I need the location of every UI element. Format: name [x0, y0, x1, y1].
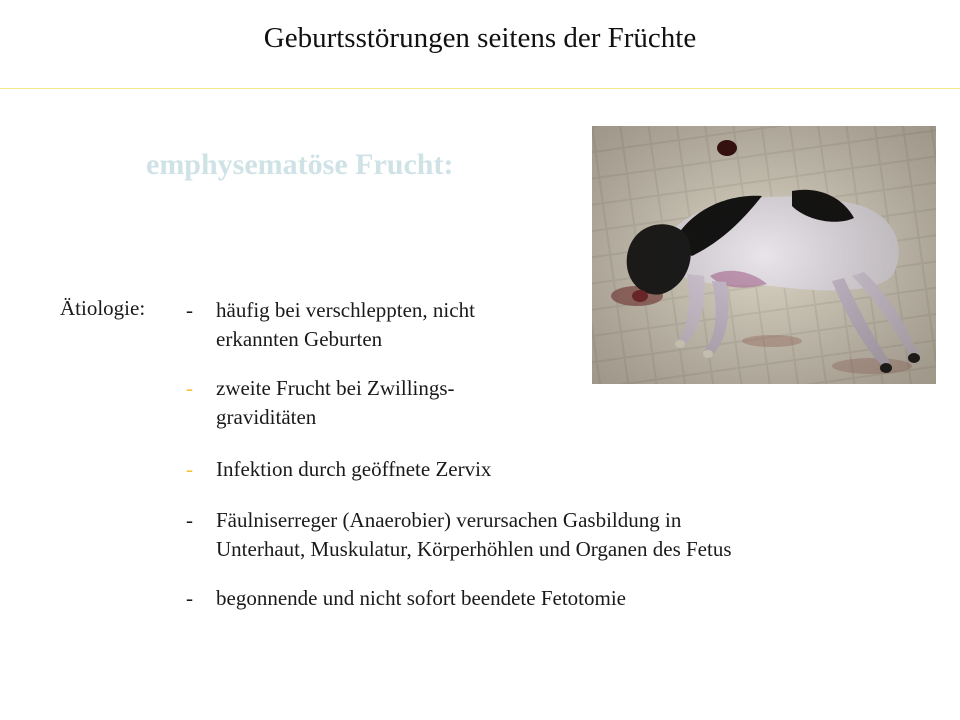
- item-text: Infektion durch geöffnete Zervix: [216, 457, 492, 481]
- item-text: begonnende und nicht sofort beendete Fetotomie: [216, 586, 626, 610]
- slide-subtitle: emphysematöse Frucht:: [146, 148, 454, 181]
- slide-title: Geburtsstörungen seitens der Früchte: [263, 22, 697, 54]
- item-text: häufig bei verschleppten, nicht erkannten Geburten: [216, 298, 475, 351]
- item-text: Fäulniserreger (Anaerobier) verursachen Gasbildung in Unterhaut, Muskulatur, Körperhöhlen und Organen des Fetus: [216, 508, 732, 561]
- etiology-label: Ätiologie:: [60, 296, 146, 320]
- bullet-dash: -: [186, 586, 193, 610]
- title-divider: [0, 88, 960, 89]
- bullet-dash: -: [186, 508, 193, 532]
- bullet-dash: -: [186, 298, 193, 322]
- emphysematous-fetus-photo: [592, 126, 936, 384]
- item-text: zweite Frucht bei Zwillings- graviditäten: [216, 376, 455, 429]
- bullet-dash: -: [186, 376, 193, 400]
- bullet-dash: -: [186, 457, 193, 481]
